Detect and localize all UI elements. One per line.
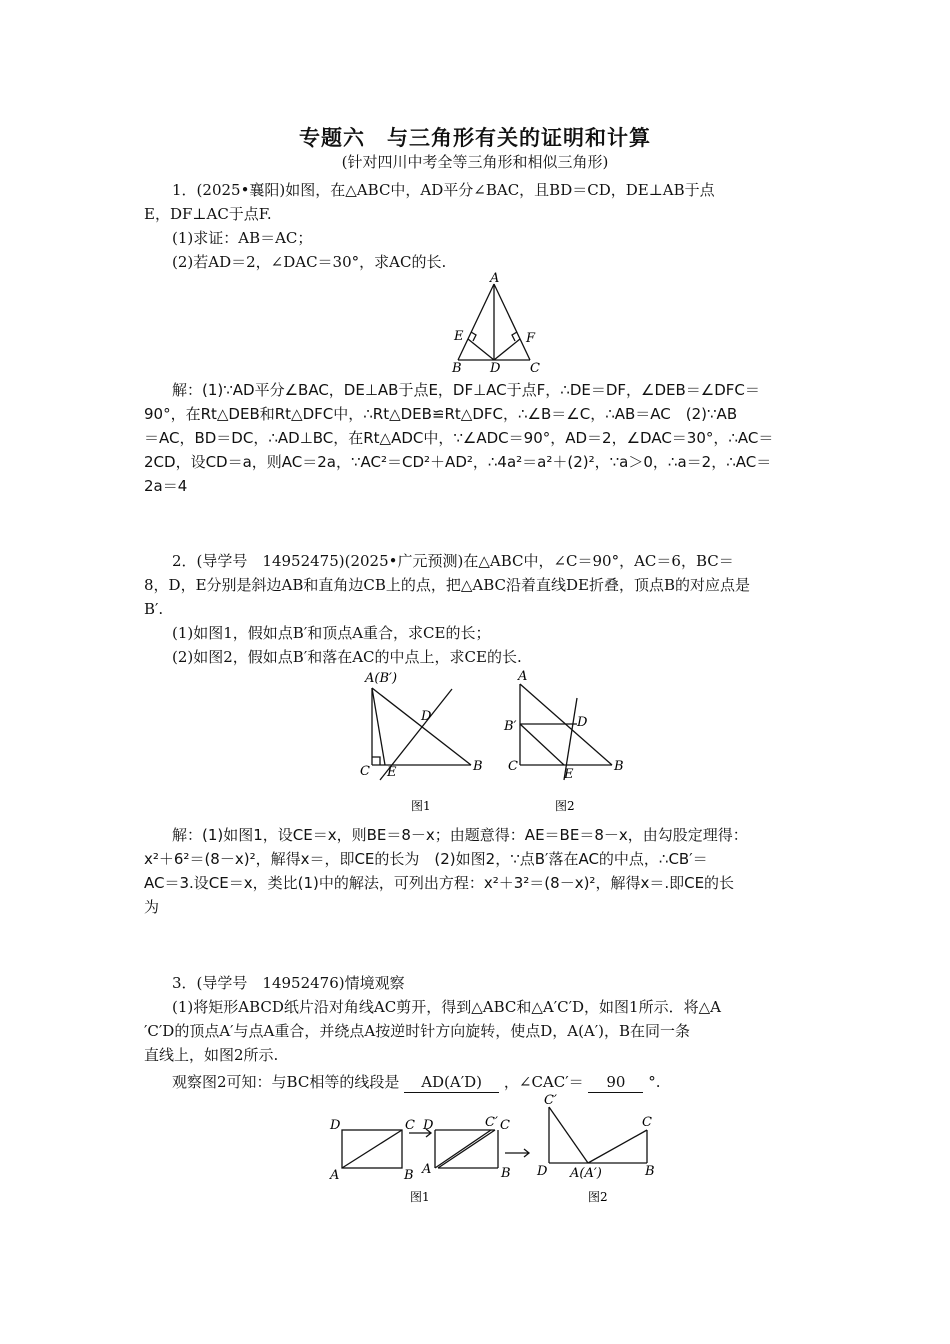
p3-line3: ′C′D的顶点A′与点A重合，并绕点A按逆时针方向旋转，使点D，A(A′)，B在同一条 [144,1022,691,1040]
obs-prefix: 观察图2可知：与BC相等的线段是 [172,1073,400,1091]
p1-q2: (2)若AD＝2，∠DAC＝30°，求AC的长. [172,253,447,271]
label-A: A [490,272,500,286]
label-D: D [421,709,432,724]
fig1-label-B: B [404,1168,414,1183]
mid-label-A: A [422,1162,432,1177]
answer-blank-2: 90 [588,1072,643,1093]
fig2-label-A-A-prime: A(A′) [570,1166,602,1181]
label-F: F [526,331,536,346]
fig1-label-D: D [330,1118,341,1133]
p3-fig1-caption: 图1 [410,1190,430,1204]
fig2-caption: 图2 [555,799,575,813]
obs-mid: ，∠CAC′＝ [503,1073,584,1091]
p1-sol-3: ＝AC，BD＝DC，∴AD⊥BC，在Rt△ADC中，∵∠ADC＝90°，AD＝2，∠DAC＝30°，∴AC＝ [144,429,774,447]
p3-line4: 直线上，如图2所示. [144,1046,279,1064]
obs-suffix: °. [648,1073,661,1091]
mid-label-B: B [501,1166,511,1181]
p2-figure2 [500,668,630,818]
p1-q1: (1)求证：AB＝AC； [172,229,313,247]
label-B-prime: B′ [504,719,517,734]
p2-q2: (2)如图2，假如点B′和落在AC的中点上，求CE的长. [172,648,522,666]
fig1-caption: 图1 [411,799,431,813]
p2-sol-4: 为 [144,898,160,916]
label-B: B [614,759,624,774]
fig2-label-C-prime: C′ [544,1093,557,1108]
mid-label-C: C [500,1118,510,1133]
label-E: E [454,329,464,344]
page-title: 专题六 与三角形有关的证明和计算 [299,126,651,150]
p2-sol-3: AC＝3.设CE＝x，类比(1)中的解法，可列出方程：x²＋3²＝(8－x)²，解得x＝.即CE的长 [144,874,735,892]
fig1-label-A: A [330,1168,340,1183]
p1-sol-1: 解：(1)∵AD平分∠BAC，DE⊥AB于点E，DF⊥AC于点F，∴DE＝DF，∠DEB＝∠DFC＝ [172,381,760,399]
label-A-B-prime: A(B′) [365,671,398,686]
p1-line1: 1．(2025•襄阳)如图，在△ABC中，AD平分∠BAC，且BD＝CD，DE⊥AB于点 [172,181,715,199]
label-C: C [508,759,518,774]
p3-line2: (1)将矩形ABCD纸片沿对角线AC剪开，得到△ABC和△A′C′D，如图1所示．将△A [172,998,721,1016]
p3-figures [325,1093,660,1208]
label-B: B [452,361,462,376]
p2-figure1 [355,668,495,818]
p2-line2: 8，D，E分别是斜边AB和直角边CB上的点，把△ABC沿着直线DE折叠，顶点B的对应点是 [144,576,751,594]
p2-sol-2: x²＋6²＝(8－x)²，解得x＝，即CE的长为 (2)如图2，∵点B′落在AC的中点，∴CB′＝ [144,850,708,868]
mid-label-D: D [423,1118,434,1133]
label-C: C [360,764,370,779]
p1-sol-5: 2a＝4 [144,477,188,495]
p1-line2: E，DF⊥AC于点F. [144,205,272,223]
p1-triangle-figure [440,272,560,376]
p3-line1: 3．(导学号 14952476)情境观察 [172,974,405,992]
fig1-label-C: C [405,1118,415,1133]
label-D: D [490,361,501,376]
p1-sol-2: 90°，在Rt△DEB和Rt△DFC中，∴Rt△DEB≌Rt△DFC，∴∠B＝∠C，∴AB＝AC (2)∵AB [144,405,738,423]
p1-sol-4: 2CD，设CD＝a，则AC＝2a，∵AC²＝CD²＋AD²，∴4a²＝a²＋(2)²，∵a＞0，∴a＝2，∴AC＝ [144,453,772,471]
p3-observation [172,1072,661,1093]
label-B: B [473,759,483,774]
fig2-label-C: C [642,1115,652,1130]
label-E: E [564,767,574,782]
p3-fig2-caption: 图2 [588,1190,608,1204]
mid-label-C-prime: C′ [485,1115,498,1130]
p2-line3: B′. [144,600,164,618]
page-subtitle: (针对四川中考全等三角形和相似三角形) [341,153,609,171]
label-C: C [530,361,540,376]
label-A: A [518,669,528,684]
label-D: D [577,715,588,730]
answer-blank-1: AD(A′D) [404,1072,499,1093]
p2-sol-1: 解：(1)如图1，设CE＝x，则BE＝8－x；由题意得：AE＝BE＝8－x，由勾股定理得： [172,826,748,844]
fig2-label-D: D [537,1164,548,1179]
label-E: E [387,765,397,780]
p2-line1: 2．(导学号 14952475)(2025•广元预测)在△ABC中，∠C＝90°，AC＝6，BC＝ [172,552,734,570]
fig2-label-B: B [645,1164,655,1179]
p2-q1: (1)如图1，假如点B′和顶点A重合，求CE的长； [172,624,491,642]
